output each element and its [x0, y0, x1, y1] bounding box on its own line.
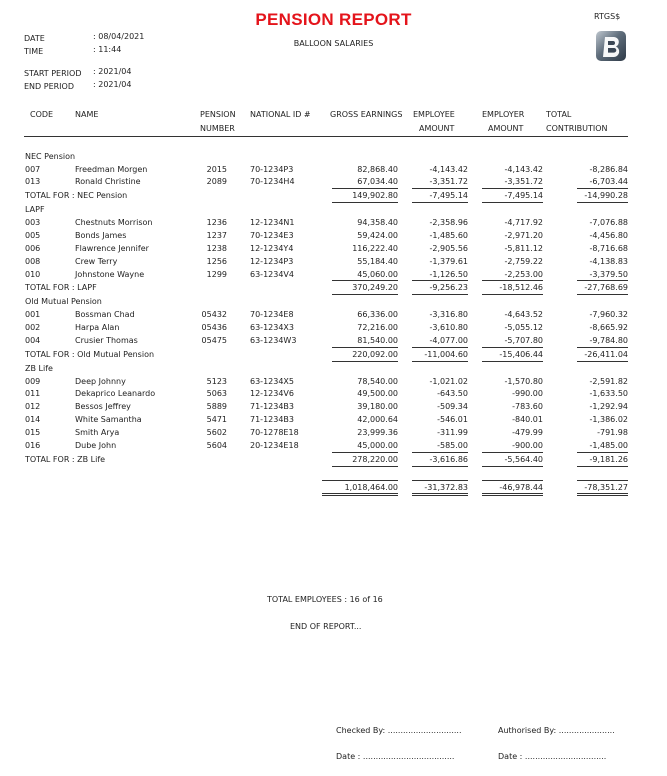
group-total-gross: 149,902.80 [310, 188, 398, 203]
row-national-id: 63-1234X3 [250, 323, 294, 333]
row-national-id: 70-1234E8 [250, 310, 294, 320]
currency-label: RTGS$ [594, 12, 621, 21]
report-subtitle: BALLOON SALARIES [293, 39, 374, 48]
end-of-report: END OF REPORT... [290, 622, 362, 631]
row-pension-number: 5889 [206, 402, 227, 412]
meta-date-value: : 08/04/2021 [93, 32, 145, 41]
row-employee: -1,485.60 [429, 230, 468, 240]
group-total-contribution: -26,411.04 [543, 347, 628, 362]
group-total-row [24, 188, 628, 203]
row-total: -791.98 [597, 427, 628, 437]
grand-total-employer: -46,978.44 [468, 480, 543, 496]
row-code: 012 [25, 402, 41, 412]
row-gross: 23,999.36 [357, 427, 398, 437]
meta-time-value: : 11:44 [93, 45, 122, 54]
row-employee: -1,126.50 [429, 269, 468, 279]
col-national-id: NATIONAL ID # [250, 110, 311, 119]
row-employer: -4,717.92 [504, 218, 543, 228]
group-total-contribution: -9,181.26 [543, 452, 628, 467]
table-row [24, 388, 628, 401]
group-header [24, 295, 628, 308]
row-total: -4,138.83 [589, 256, 628, 266]
row-employer: -2,971.20 [504, 230, 543, 240]
row-total: -4,456.80 [589, 230, 628, 240]
row-name: Bossman Chad [75, 310, 135, 320]
row-name: Bessos Jeffrey [75, 402, 131, 412]
row-national-id: 63-1234W3 [250, 335, 297, 345]
row-gross: 66,336.00 [357, 310, 398, 320]
group-total-label: TOTAL FOR : NEC Pension [25, 191, 128, 201]
row-employee: -585.00 [437, 440, 468, 450]
group-name: NEC Pension [25, 151, 76, 161]
row-pension-number: 1238 [206, 243, 227, 253]
row-national-id: 71-1234B3 [250, 415, 295, 425]
group-total-row [24, 280, 628, 295]
row-employer: -479.99 [512, 427, 543, 437]
row-code: 014 [25, 415, 41, 425]
row-employer: -5,811.12 [504, 243, 543, 253]
row-employer: -2,253.00 [504, 269, 543, 279]
row-gross: 94,358.40 [357, 218, 398, 228]
row-employer: -840.01 [512, 415, 543, 425]
row-pension-number: 5123 [206, 376, 227, 386]
row-pension-number: 1237 [206, 230, 227, 240]
table-row [24, 308, 628, 321]
row-gross: 72,216.00 [357, 323, 398, 333]
row-gross: 81,540.00 [357, 335, 398, 345]
group-header [24, 203, 628, 216]
company-logo-icon [596, 31, 626, 61]
row-gross: 49,500.00 [357, 389, 398, 399]
table-row [24, 176, 628, 189]
row-employee: -3,351.72 [429, 177, 468, 187]
group-total-employer: -15,406.44 [468, 347, 543, 362]
row-employee: -643.50 [437, 389, 468, 399]
row-gross: 116,222.40 [352, 243, 398, 253]
group-total-row [24, 347, 628, 362]
row-total: -8,716.68 [589, 243, 628, 253]
row-code: 004 [25, 335, 41, 345]
row-total: -7,076.88 [589, 218, 628, 228]
table-row [24, 321, 628, 334]
row-gross: 67,034.40 [357, 177, 398, 187]
row-total: -8,286.84 [589, 164, 628, 174]
row-total: -2,591.82 [589, 376, 628, 386]
row-total: -6,703.44 [589, 177, 628, 187]
row-employee: -311.99 [437, 427, 468, 437]
row-gross: 82,868.40 [357, 164, 398, 174]
table-row [24, 426, 628, 439]
row-employer: -900.00 [512, 440, 543, 450]
meta-start-period-value: : 2021/04 [93, 67, 132, 76]
row-total: -3,379.50 [589, 269, 628, 279]
row-code: 003 [25, 218, 41, 228]
row-total: -1,485.00 [589, 440, 628, 450]
row-employer: -4,643.52 [504, 310, 543, 320]
row-total: -1,292.94 [589, 402, 628, 412]
table-row [24, 229, 628, 242]
grand-total-gross: 1,018,464.00 [310, 480, 398, 496]
group-total-employer: -5,564.40 [468, 452, 543, 467]
row-gross: 39,180.00 [357, 402, 398, 412]
row-national-id: 70-1234P3 [250, 164, 294, 174]
grand-total-contribution: -78,351.27 [543, 480, 628, 496]
row-employee: -3,610.80 [429, 323, 468, 333]
row-employee: -546.01 [437, 415, 468, 425]
row-total: -7,960.32 [589, 310, 628, 320]
row-code: 007 [25, 164, 41, 174]
meta-time-label: TIME [24, 47, 44, 56]
row-name: Chestnuts Morrison [75, 218, 153, 228]
row-gross: 45,000.00 [357, 440, 398, 450]
group-total-row [24, 452, 628, 467]
table-row [24, 400, 628, 413]
row-employer: -990.00 [512, 389, 543, 399]
row-name: Crew Terry [75, 256, 118, 266]
row-employee: -509.34 [437, 402, 468, 412]
group-total-employee: -7,495.14 [398, 188, 468, 203]
meta-date-label: DATE [24, 34, 45, 43]
col-gross-earnings: GROSS EARNINGS [330, 110, 403, 119]
row-total: -9,784.80 [589, 335, 628, 345]
row-gross: 55,184.40 [357, 256, 398, 266]
group-total-contribution: -27,768.69 [543, 280, 628, 295]
row-name: Deep Johnny [75, 376, 126, 386]
checked-by-field: Checked By: ............................. [336, 726, 462, 735]
row-employer: -3,351.72 [504, 177, 543, 187]
table-row [24, 163, 628, 176]
row-national-id: 20-1234E18 [250, 440, 299, 450]
row-employer: -783.60 [512, 402, 543, 412]
grand-total-row [24, 480, 628, 496]
grand-total-employee: -31,372.83 [398, 480, 468, 496]
row-national-id: 70-1278E18 [250, 427, 299, 437]
row-code: 011 [25, 389, 41, 399]
row-code: 013 [25, 177, 41, 187]
row-employee: -2,358.96 [429, 218, 468, 228]
group-total-gross: 278,220.00 [310, 452, 398, 467]
row-national-id: 70-1234E3 [250, 230, 294, 240]
row-code: 010 [25, 269, 41, 279]
row-gross: 78,540.00 [357, 376, 398, 386]
row-national-id: 63-1234V4 [250, 269, 294, 279]
row-employer: -5,707.80 [504, 335, 543, 345]
row-employee: -2,905.56 [429, 243, 468, 253]
col-code: CODE [30, 110, 54, 119]
row-total: -1,633.50 [589, 389, 628, 399]
row-national-id: 12-1234V6 [250, 389, 294, 399]
row-code: 001 [25, 310, 41, 320]
report-title: PENSION REPORT [255, 10, 412, 29]
row-pension-number: 2089 [206, 177, 227, 187]
col-name: NAME [75, 110, 99, 119]
col-employer-amount: EMPLOYER AMOUNT [482, 110, 525, 133]
group-total-employee: -3,616.86 [398, 452, 468, 467]
column-header-row [24, 108, 628, 137]
table-row [24, 255, 628, 268]
group-total-employer: -7,495.14 [468, 188, 543, 203]
row-pension-number: 1299 [206, 269, 227, 279]
row-employee: -1,021.02 [429, 376, 468, 386]
row-name: Johnstone Wayne [75, 269, 145, 279]
group-total-employee: -9,256.23 [398, 280, 468, 295]
row-pension-number: 2015 [206, 164, 227, 174]
row-code: 005 [25, 230, 41, 240]
group-header [24, 150, 628, 163]
table-row [24, 375, 628, 388]
group-total-label: TOTAL FOR : LAPF [25, 283, 97, 293]
row-national-id: 12-1234N1 [250, 218, 295, 228]
meta-end-period-value: : 2021/04 [93, 80, 132, 89]
row-code: 009 [25, 376, 41, 386]
row-pension-number: 05475 [201, 335, 227, 345]
group-total-employer: -18,512.46 [468, 280, 543, 295]
row-name: Smith Arya [75, 427, 120, 437]
table-row [24, 334, 628, 347]
row-name: Flawrence Jennifer [75, 243, 149, 253]
group-total-label: TOTAL FOR : ZB Life [25, 454, 106, 464]
table-row [24, 268, 628, 281]
pension-table [24, 108, 628, 496]
col-pension-number: PENSION NUMBER [200, 110, 236, 133]
row-total: -1,386.02 [589, 415, 628, 425]
row-employer: -2,759.22 [504, 256, 543, 266]
row-name: White Samantha [75, 415, 142, 425]
row-name: Ronald Christine [75, 177, 141, 187]
row-employer: -4,143.42 [504, 164, 543, 174]
row-employee: -4,143.42 [429, 164, 468, 174]
meta-end-period-label: END PERIOD [24, 82, 74, 91]
group-name: Old Mutual Pension [25, 297, 102, 307]
row-national-id: 71-1234B3 [250, 402, 295, 412]
row-pension-number: 5471 [206, 415, 227, 425]
row-national-id: 12-1234Y4 [250, 243, 294, 253]
row-total: -8,665.92 [589, 323, 628, 333]
row-name: Freedman Morgen [75, 164, 148, 174]
group-header [24, 362, 628, 375]
row-name: Harpa Alan [75, 323, 120, 333]
row-pension-number: 1256 [206, 256, 227, 266]
group-total-employee: -11,004.60 [398, 347, 468, 362]
row-gross: 59,424.00 [357, 230, 398, 240]
checked-date-field: Date : .................................... [336, 752, 455, 761]
row-name: Crusier Thomas [75, 335, 138, 345]
row-name: Dekaprico Leanardo [75, 389, 156, 399]
row-name: Bonds James [75, 230, 127, 240]
row-employer: -5,055.12 [504, 323, 543, 333]
row-gross: 42,000.64 [357, 415, 398, 425]
table-row [24, 413, 628, 426]
group-total-gross: 370,249.20 [310, 280, 398, 295]
row-pension-number: 05436 [201, 323, 227, 333]
row-code: 008 [25, 256, 41, 266]
row-employee: -4,077.00 [429, 335, 468, 345]
col-employee-amount: EMPLOYEE AMOUNT [413, 110, 455, 133]
table-row [24, 439, 628, 452]
row-name: Dube John [75, 440, 117, 450]
row-employee: -1,379.61 [429, 256, 468, 266]
group-total-gross: 220,092.00 [310, 347, 398, 362]
authorised-date-field: Date : ................................ [498, 752, 607, 761]
group-name: ZB Life [25, 363, 53, 373]
table-row [24, 242, 628, 255]
row-gross: 45,060.00 [357, 269, 398, 279]
table-row [24, 216, 628, 229]
row-pension-number: 1236 [206, 218, 227, 228]
authorised-by-field: Authorised By: ...................... [498, 726, 615, 735]
row-pension-number: 5063 [206, 389, 227, 399]
row-national-id: 63-1234X5 [250, 376, 294, 386]
row-employer: -1,570.80 [504, 376, 543, 386]
row-code: 016 [25, 440, 41, 450]
row-pension-number: 5602 [206, 427, 227, 437]
group-name: LAPF [25, 205, 45, 215]
group-total-label: TOTAL FOR : Old Mutual Pension [25, 349, 155, 359]
total-employees: TOTAL EMPLOYEES : 16 of 16 [267, 595, 383, 604]
col-total-contribution: TOTAL CONTRIBUTION [546, 110, 608, 133]
row-pension-number: 05432 [201, 310, 227, 320]
group-total-contribution: -14,990.28 [543, 188, 628, 203]
row-pension-number: 5604 [206, 440, 227, 450]
meta-start-period-label: START PERIOD [24, 69, 82, 78]
row-code: 015 [25, 427, 41, 437]
row-employee: -3,316.80 [429, 310, 468, 320]
row-national-id: 12-1234P3 [250, 256, 294, 266]
row-code: 002 [25, 323, 41, 333]
row-national-id: 70-1234H4 [250, 177, 295, 187]
row-code: 006 [25, 243, 41, 253]
